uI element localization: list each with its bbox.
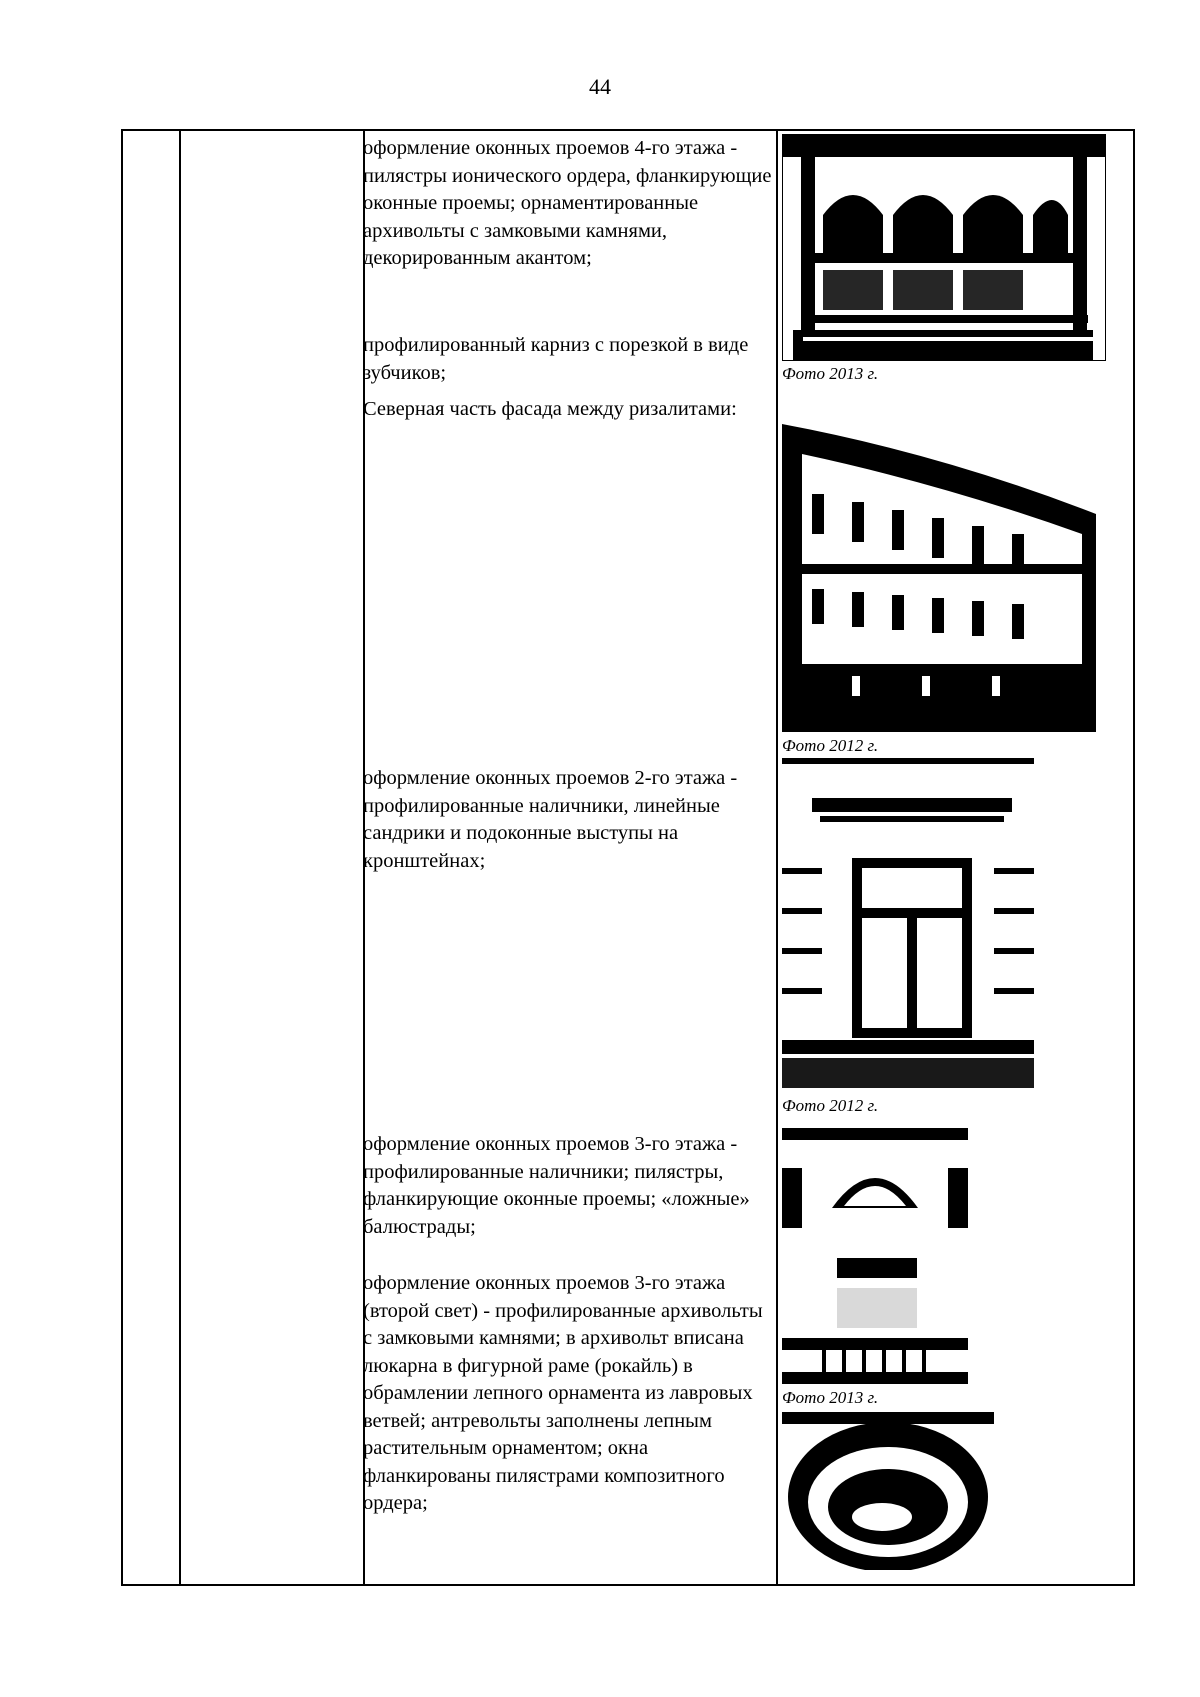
photo-window-arches [782, 134, 1106, 361]
photo-caption: Фото 2013 г. [782, 1388, 879, 1407]
description-text: оформление оконных проемов 2-го этажа - профилированные наличники, линейные сандрики и подоконные выступы на кронштейнах; [363, 767, 738, 872]
description-text: профилированный карниз с порезкой в виде зубчиков; [363, 334, 749, 384]
description-text: оформление оконных проемов 4-го этажа - пилястры ионического ордера, фланкирующие оконные проемы; орнаментированные архивольты с замковыми камнями, декорированным акантом; [363, 137, 772, 269]
description-text: оформление оконных проемов 3-го этажа - профилированные наличники; пилястры, фланкирующие оконные проемы; «ложные» балюстрады; [363, 1133, 750, 1238]
photo-caption: Фото 2013 г. [782, 364, 879, 383]
photo-window-2nd-floor [782, 758, 1034, 1088]
photo-window-3rd-floor [782, 1128, 968, 1384]
photo-caption: Фото 2012 г. [782, 736, 879, 755]
photo-facade-north [782, 414, 1096, 732]
column-divider-1 [179, 131, 181, 1584]
page-number: 44 [589, 74, 611, 99]
description-text: Северная часть фасада между ризалитами: [363, 398, 737, 420]
description-text: оформление оконных проемов 3-го этажа (второй свет) - профилированные архивольты с замковыми камнями; в архивольт вписана люкарна в фигурной раме (рокайль) в обрамлении лепного орнамента из лавровых ветвей; антревольты заполнены лепным растительным орнаментом; окна фланкированы пилястрами композитного ордера; [363, 1272, 763, 1514]
column-divider-3 [776, 131, 778, 1584]
photo-lucarne [782, 1412, 994, 1570]
photo-caption: Фото 2012 г. [782, 1096, 879, 1115]
